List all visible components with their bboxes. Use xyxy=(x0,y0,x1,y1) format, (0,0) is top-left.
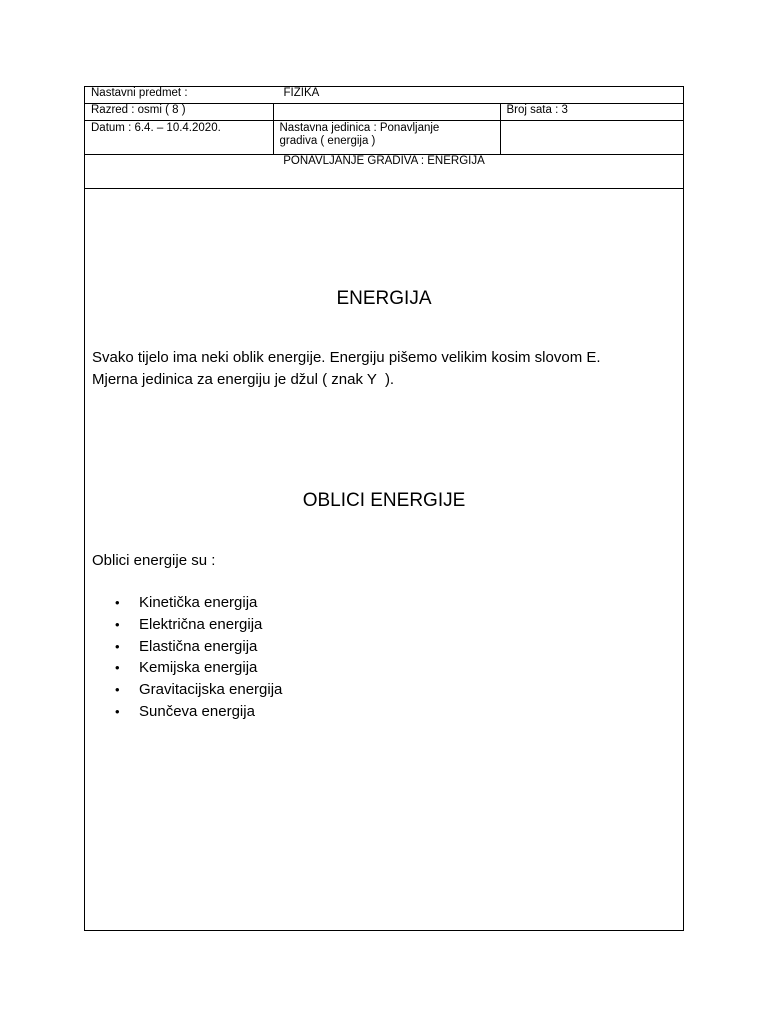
document-page xyxy=(84,86,684,931)
energy-forms-list xyxy=(115,592,282,723)
empty-cell xyxy=(500,121,683,155)
energy-forms-heading: OBLICI ENERGIJE xyxy=(302,490,466,511)
bullet-icon: • xyxy=(115,595,120,610)
list-item xyxy=(115,701,282,723)
list-item-label: Gravitacijska energija xyxy=(139,681,283,699)
energy-paragraph-line-1: Svako tijelo ima neki oblik energije. Energiju pišemo velikim kosim slovom E. xyxy=(92,349,601,366)
energy-paragraph-line-2: Mjerna jedinica za energiju je džul ( znak Y ). xyxy=(92,371,395,388)
list-item-label: Kemijska energija xyxy=(139,659,258,677)
unit-line-2: gradiva ( energija ) xyxy=(279,135,376,147)
header-row-grade xyxy=(85,104,683,121)
energy-forms-intro: Oblici energije su : xyxy=(92,552,216,569)
grade-cell: Razred : osmi ( 8 ) xyxy=(85,104,273,121)
energy-paragraph xyxy=(92,347,677,391)
header-row-subject xyxy=(85,87,683,104)
header-row-date xyxy=(85,121,683,155)
list-item-label: Kinetička energija xyxy=(139,594,258,611)
empty-cell xyxy=(273,104,500,121)
list-item-label: Sunčeva energija xyxy=(139,702,255,720)
subject-cell xyxy=(85,87,683,104)
unit-cell xyxy=(273,121,500,155)
list-item xyxy=(115,636,282,658)
list-item xyxy=(115,657,282,679)
bullet-icon: • xyxy=(115,703,120,719)
lesson-number-cell: Broj sata : 3 xyxy=(500,104,683,121)
bullet-icon: • xyxy=(115,616,120,632)
subject-value: FIZIKA xyxy=(283,87,320,99)
list-item-label: Električna energija xyxy=(139,615,263,633)
bullet-icon: • xyxy=(115,682,120,698)
header-row-topic xyxy=(85,155,683,189)
bullet-icon: • xyxy=(115,660,120,676)
topic-cell: PONAVLJANJE GRADIVA : ENERGIJA xyxy=(85,155,683,189)
date-cell: Datum : 6.4. – 10.4.2020. xyxy=(85,121,273,155)
energy-heading: ENERGIJA xyxy=(336,288,432,309)
list-item xyxy=(115,614,282,636)
lesson-header-table xyxy=(85,87,683,189)
subject-label: Nastavni predmet : xyxy=(91,87,188,99)
bullet-icon: • xyxy=(115,638,120,654)
list-item xyxy=(115,592,282,614)
list-item xyxy=(115,679,282,701)
list-item-label: Elastična energija xyxy=(139,637,258,655)
unit-line-1: Nastavna jedinica : Ponavljanje xyxy=(279,122,440,134)
